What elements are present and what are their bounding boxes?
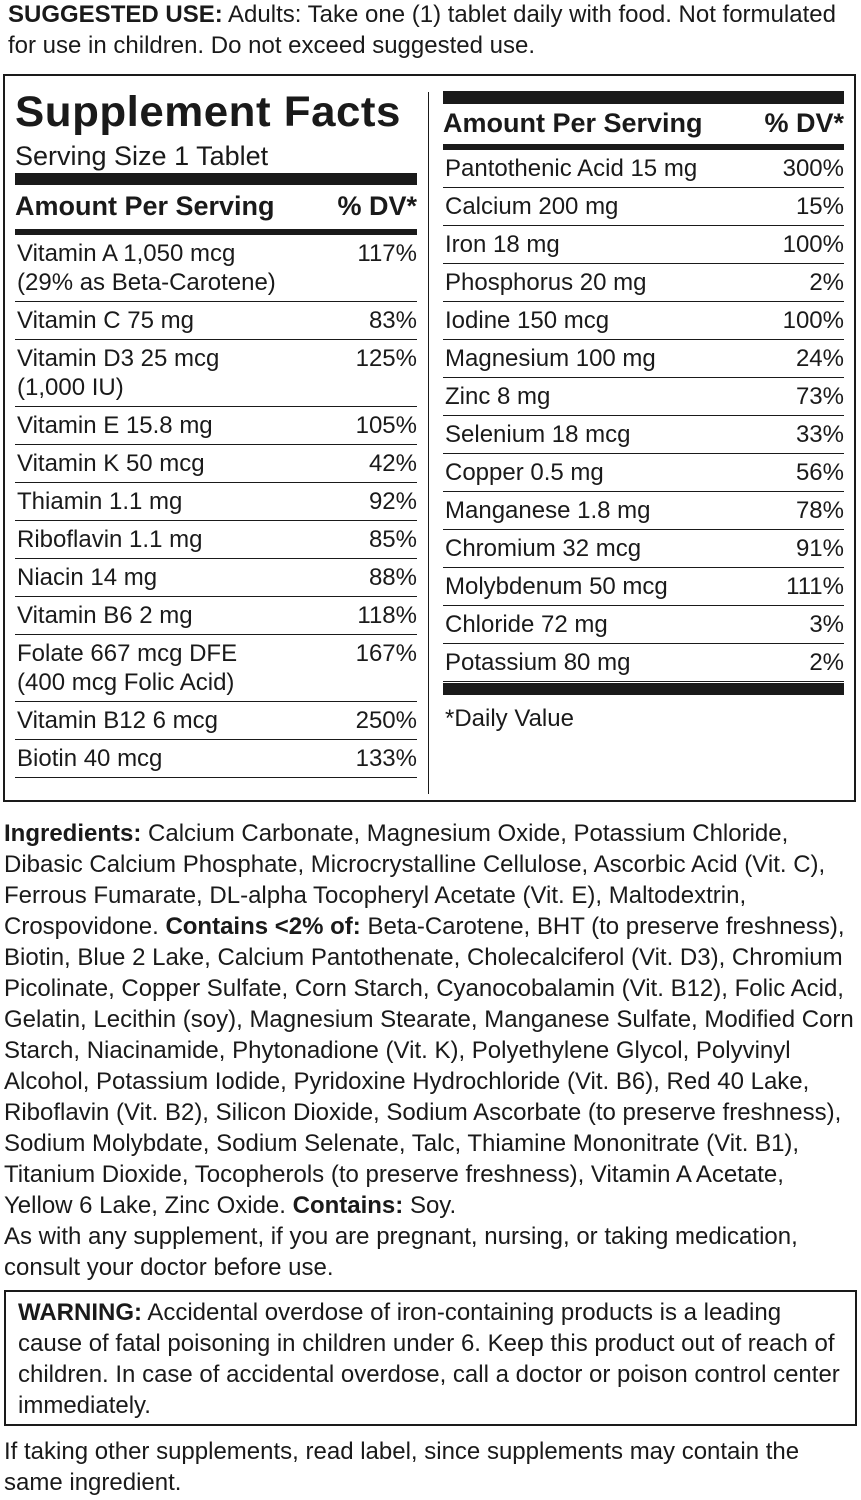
nutrient-row: [443, 378, 844, 416]
nutrient-name: Chloride 72 mg: [445, 611, 608, 638]
nutrient-dv: 42%: [368, 450, 417, 477]
nutrient-dv: 300%: [782, 155, 844, 182]
suggested-use: [8, 0, 858, 61]
nutrient-dv: 33%: [795, 421, 844, 448]
facts-left-column: [15, 82, 417, 778]
suggested-use-label: SUGGESTED USE:: [8, 1, 223, 28]
facts-title: Supplement Facts: [15, 88, 401, 136]
nutrient-name: Vitamin K 50 mcg: [17, 450, 205, 477]
nutrient-row: [15, 302, 417, 340]
nutrient-row: [15, 740, 417, 778]
contains-less-label: Contains <2% of:: [165, 913, 361, 940]
nutrient-name: Iron 18 mg: [445, 231, 560, 258]
nutrient-row: [443, 340, 844, 378]
nutrient-dv: 2%: [809, 269, 844, 296]
daily-value-note: *Daily Value: [445, 705, 574, 732]
nutrient-row: [443, 150, 844, 188]
nutrient-row: [443, 568, 844, 606]
amount-header-label: Amount Per Serving: [15, 190, 275, 221]
nutrient-row: [15, 702, 417, 740]
amount-header: [443, 104, 844, 150]
warning-box: [4, 1290, 857, 1426]
nutrient-name: Vitamin D3 25 mcg (1,000 IU): [17, 345, 220, 401]
nutrient-row: [443, 454, 844, 492]
amount-header-label: Amount Per Serving: [443, 107, 703, 138]
nutrient-dv: 56%: [795, 459, 844, 486]
nutrient-row: [15, 235, 417, 302]
serving-size: Serving Size 1 Tablet: [15, 141, 269, 171]
nutrient-dv: 100%: [782, 307, 844, 334]
nutrient-row: [15, 340, 417, 407]
contains-label: Contains:: [292, 1192, 404, 1219]
nutrient-name: Vitamin E 15.8 mg: [17, 412, 213, 439]
nutrient-dv: 73%: [795, 383, 844, 410]
nutrient-name: Manganese 1.8 mg: [445, 497, 651, 524]
nutrient-name: Magnesium 100 mg: [445, 345, 656, 372]
nutrient-name: Biotin 40 mcg: [17, 745, 163, 772]
suggested-use-text: Adults: Take one (1) tablet daily with food. Not formulated for use in children. Do not exceed suggested use.: [8, 1, 836, 59]
dv-header-label: % DV*: [764, 107, 844, 138]
nutrient-dv: 111%: [786, 573, 844, 600]
amount-header: [15, 185, 417, 235]
nutrient-row: [15, 521, 417, 559]
nutrient-dv: 250%: [355, 707, 417, 734]
nutrient-name: Vitamin B12 6 mcg: [17, 707, 218, 734]
nutrient-row: [443, 644, 844, 682]
warning-label: WARNING:: [18, 1299, 142, 1326]
facts-right-column: [443, 91, 844, 733]
nutrient-name: Thiamin 1.1 mg: [17, 488, 183, 515]
nutrient-name: Vitamin C 75 mg: [17, 307, 194, 334]
nutrient-dv: 105%: [355, 412, 417, 439]
ingredients-text: Calcium Carbonate, Magnesium Oxide, Potassium Chloride, Dibasic Calcium Phosphate, Microcrystalline Cellulose, Ascorbic Acid (Vit. C), Ferrous Fumarate, DL-alpha Tocopheryl Acetate (Vit. E), Maltodextrin, Crospovidone.: [4, 820, 826, 940]
nutrient-name: Copper 0.5 mg: [445, 459, 604, 486]
nutrient-dv: 133%: [355, 745, 417, 772]
nutrient-row: [443, 530, 844, 568]
nutrient-row: [443, 416, 844, 454]
nutrient-name: Phosphorus 20 mg: [445, 269, 647, 296]
nutrient-dv: 88%: [368, 564, 417, 591]
thick-divider: [15, 173, 417, 185]
thick-divider: [443, 91, 844, 104]
left-nutrient-list: [15, 235, 417, 778]
nutrient-name: Molybdenum 50 mcg: [445, 573, 668, 600]
nutrient-row: [15, 445, 417, 483]
nutrient-dv: 167%: [355, 640, 417, 667]
nutrient-row: [443, 264, 844, 302]
nutrient-dv: 15%: [795, 193, 844, 220]
nutrient-name: Iodine 150 mcg: [445, 307, 610, 334]
nutrient-name: Vitamin B6 2 mg: [17, 602, 193, 629]
nutrient-name: Calcium 200 mg: [445, 193, 619, 220]
nutrient-dv: 78%: [795, 497, 844, 524]
ingredients-paragraph: [4, 818, 856, 1221]
nutrient-row: [15, 407, 417, 445]
nutrient-row: [15, 559, 417, 597]
right-nutrient-list: [443, 150, 844, 682]
nutrient-dv: 24%: [795, 345, 844, 372]
nutrient-row: [15, 483, 417, 521]
nutrient-row: [443, 302, 844, 340]
nutrient-name: Niacin 14 mg: [17, 564, 158, 591]
nutrient-dv: 2%: [809, 649, 844, 676]
nutrient-name: Potassium 80 mg: [445, 649, 631, 676]
nutrient-dv: 118%: [357, 602, 417, 629]
warning-text: Accidental overdose of iron-containing products is a leading cause of fatal poisoning in children under 6. Keep this product out of reach of children. In case of accidental overdose, call a doctor or poison control center immediately.: [18, 1299, 840, 1419]
nutrient-row: [443, 226, 844, 264]
nutrient-row: [443, 492, 844, 530]
nutrient-name: Vitamin A 1,050 mcg (29% as Beta-Carotene): [17, 240, 276, 296]
nutrient-dv: 117%: [357, 240, 417, 267]
nutrient-dv: 125%: [355, 345, 417, 372]
allergen-text: Soy.: [403, 1192, 457, 1219]
nutrient-name: Zinc 8 mg: [445, 383, 551, 410]
nutrient-dv: 91%: [795, 535, 844, 562]
nutrient-name: Pantothenic Acid 15 mg: [445, 155, 698, 182]
column-divider: [428, 92, 429, 794]
nutrient-dv: 100%: [782, 231, 844, 258]
ingredients-label: Ingredients:: [4, 820, 142, 847]
thick-divider: [443, 683, 844, 695]
dv-header-label: % DV*: [337, 190, 417, 221]
nutrient-row: [443, 188, 844, 226]
nutrient-row: [443, 606, 844, 644]
ingredients-section: [4, 818, 856, 1283]
caution-text: As with any supplement, if you are pregnant, nursing, or taking medication, consult your doctor before use.: [4, 1223, 798, 1281]
ingredients-minor-text: Beta-Carotene, BHT (to preserve freshness), Biotin, Blue 2 Lake, Calcium Pantothenate, Cholecalciferol (Vit. D3), Chromium Picolinate, Copper Sulfate, Corn Starch, Cyanocobalamin (Vit. B12), Folic Acid, Gelatin, Lecithin (soy), Magnesium Stearate, Manganese Sulfate, Modified Corn Starch, Niacinamide, Phytonadione (Vit. K), Polyethylene Glycol, Polyvinyl Alcohol, Potassium Iodide, Pyridoxine Hydrochloride (Vit. B6), Red 40 Lake, Riboflavin (Vit. B2), Silicon Dioxide, Sodium Ascorbate (to preserve freshness), Sodium Molybdate, Sodium Selenate, Talc, Thiamine Mononitrate (Vit. B1), Titanium Dioxide, Tocopherols (to preserve freshness), Vitamin A Acetate, Yellow 6 Lake, Zinc Oxide.: [4, 913, 854, 1219]
nutrient-dv: 3%: [809, 611, 844, 638]
nutrient-name: Selenium 18 mcg: [445, 421, 631, 448]
nutrient-name: Chromium 32 mcg: [445, 535, 642, 562]
nutrient-row: [15, 635, 417, 702]
nutrient-dv: 92%: [368, 488, 417, 515]
nutrient-row: [15, 597, 417, 635]
nutrient-dv: 85%: [368, 526, 417, 553]
footer-note: If taking other supplements, read label, since supplements may contain the same ingredient.: [4, 1438, 800, 1496]
nutrient-dv: 83%: [368, 307, 417, 334]
nutrient-name: Folate 667 mcg DFE (400 mcg Folic Acid): [17, 640, 238, 696]
nutrient-name: Riboflavin 1.1 mg: [17, 526, 203, 553]
